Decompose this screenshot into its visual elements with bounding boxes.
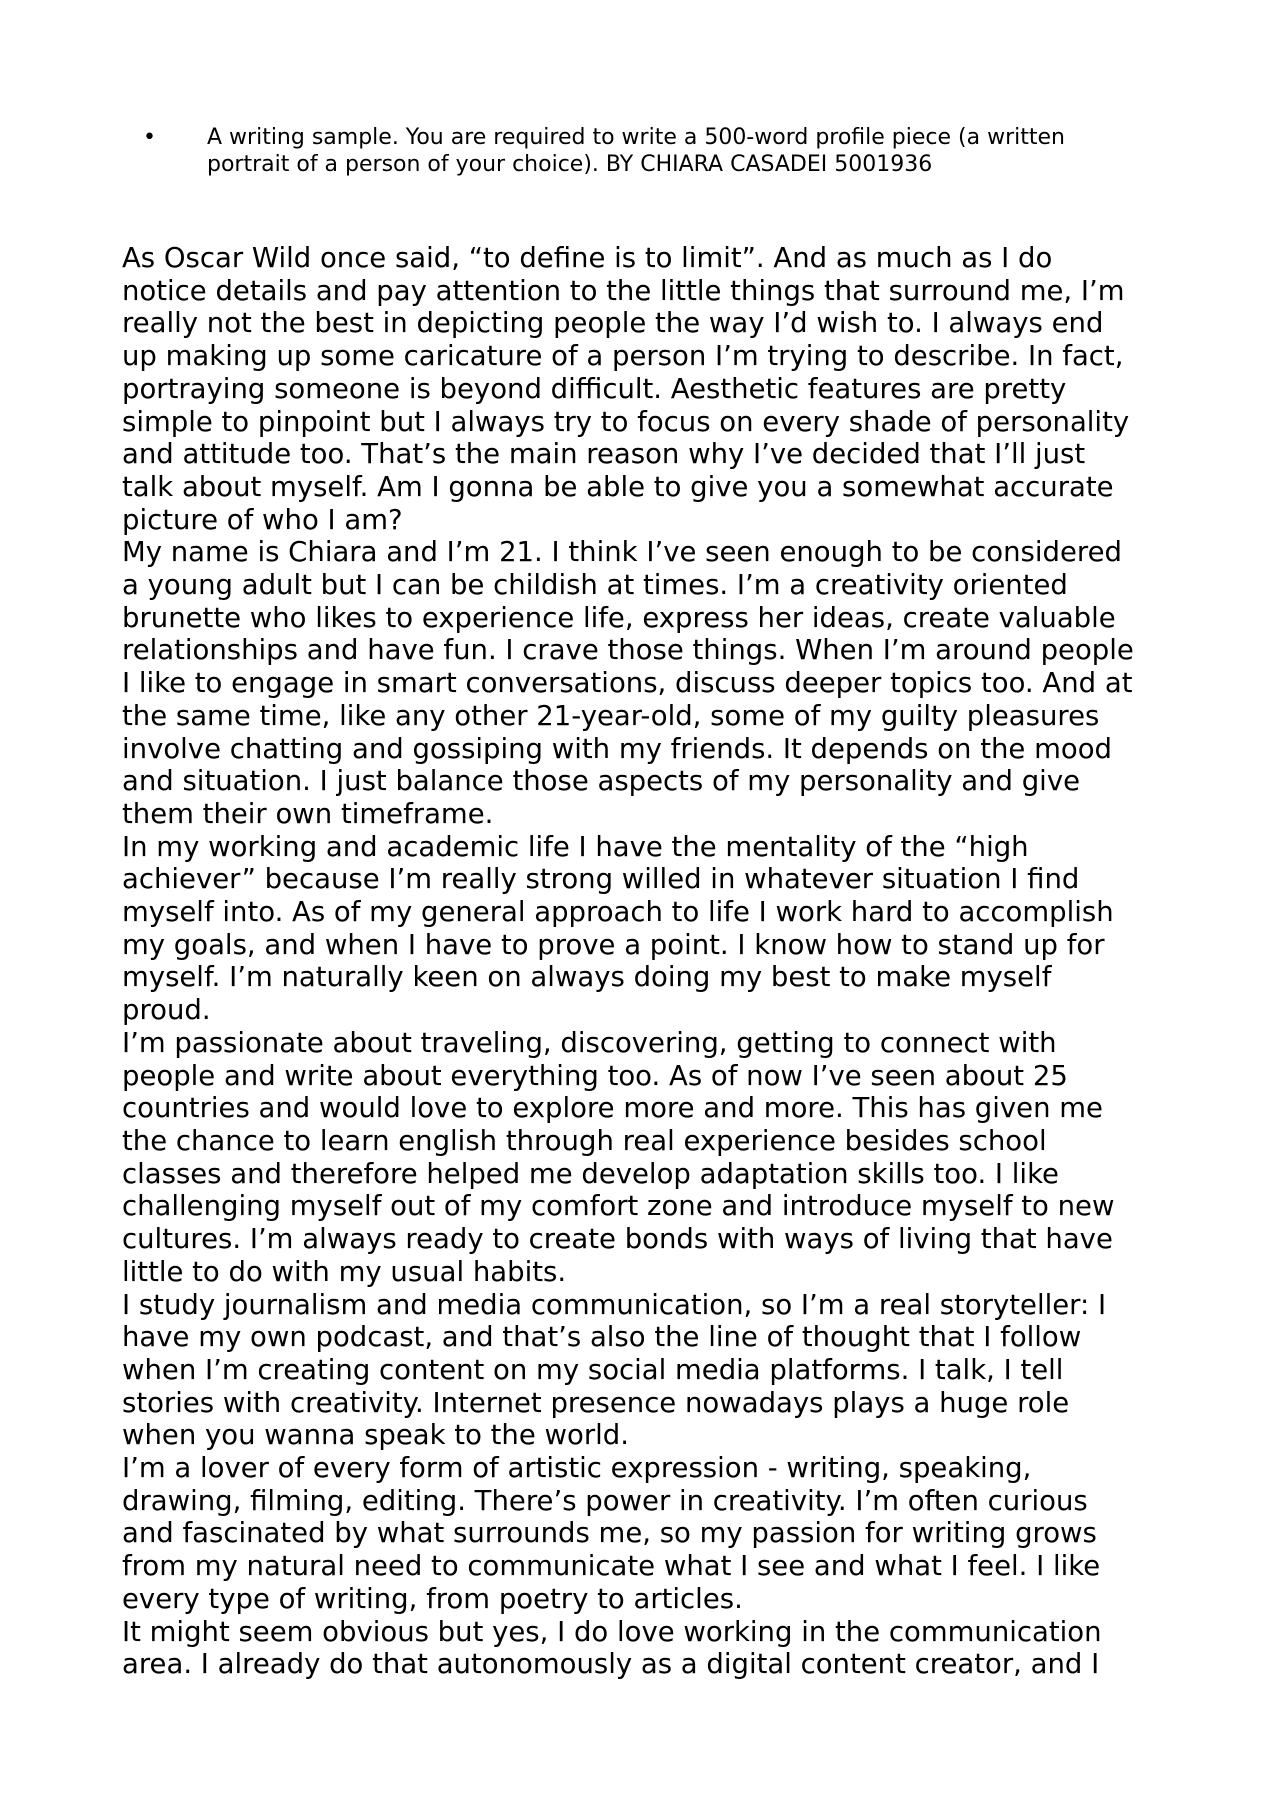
essay-line: It might seem obvious but yes, I do love working in the communication [122,1615,1102,1648]
essay-line: challenging myself out of my comfort zone and introduce myself to new [122,1190,1115,1223]
essay-line: picture of who I am? [122,503,403,536]
essay-line: In my working and academic life I have the mentality of the “high [122,830,1029,863]
essay-line: when I’m creating content on my social media platforms. I talk, I tell [122,1353,1064,1386]
essay-line: drawing, filming, editing. There’s power in creativity. I’m often curious [122,1484,1088,1517]
essay-line: I’m a lover of every form of artistic expression - writing, speaking, [122,1452,1032,1485]
essay-line: classes and therefore helped me develop adaptation skills too. I like [122,1157,1059,1190]
essay-line: talk about myself. Am I gonna be able to give you a somewhat accurate [122,470,1114,503]
essay-line: the same time, like any other 21-year-old, some of my guilty pleasures [122,699,1100,732]
essay-line: My name is Chiara and I’m 21. I think I’ve seen enough to be considered [122,536,1122,569]
essay-line: have my own podcast, and that’s also the line of thought that I follow [122,1321,1082,1354]
essay-line: the chance to learn english through real experience besides school [122,1124,1047,1157]
essay-line: simple to pinpoint but I always try to focus on every shade of personality [122,405,1130,438]
essay-line: up making up some caricature of a person I’m trying to describe. In fact, [122,340,1124,373]
essay-line: relationships and have fun. I crave those things. When I’m around people [122,634,1134,667]
essay-line: a young adult but I can be childish at times. I’m a creativity oriented [122,569,1068,602]
essay-line: I’m passionate about traveling, discovering, getting to connect with [122,1026,1057,1059]
essay-line: little to do with my usual habits. [122,1255,567,1288]
bullet-mark: • [143,125,156,150]
essay-line: when you wanna speak to the world. [122,1419,629,1452]
essay-line: area. I already do that autonomously as a digital content creator, and I [122,1648,1100,1681]
essay-line: and attitude too. That’s the main reason why I’ve decided that I’ll just [122,438,1086,471]
essay-line: myself. I’m naturally keen on always doing my best to make myself [122,961,1052,994]
essay-line: As Oscar Wild once said, “to define is to limit”. And as much as I do [122,242,1053,274]
essay-line: them their own timeframe. [122,797,494,830]
essay-line: achiever” because I’m really strong willed in whatever situation I find [122,863,1080,896]
essay-body [122,242,1182,1681]
essay-line: brunette who likes to experience life, express her ideas, create valuable [122,601,1116,634]
essay-line: I study journalism and media communication, so I’m a real storyteller: I [122,1288,1107,1321]
assignment-bullet [143,124,1153,178]
essay-line: cultures. I’m always ready to create bonds with ways of living that have [122,1223,1113,1256]
essay-line: myself into. As of my general approach to life I work hard to accomplish [122,896,1114,929]
essay-line: involve chatting and gossiping with my friends. It depends on the mood [122,732,1112,765]
essay-line: portraying someone is beyond difficult. Aesthetic features are pretty [122,372,1067,405]
essay-line: notice details and pay attention to the little things that surround me, I’m [122,274,1125,307]
essay-line: people and write about everything too. As of now I’ve seen about 25 [122,1059,1068,1092]
essay-line: proud. [122,994,211,1027]
essay-line: stories with creativity. Internet presence nowadays plays a huge role [122,1386,1070,1419]
assignment-prompt: A writing sample. You are required to write a 500-word profile piece (a written portrait of a person of your choice). BY CHIARA CASADEI 5001936 [207,125,1065,177]
essay-line: from my natural need to communicate what I see and what I feel. I like [122,1550,1101,1583]
essay-line: my goals, and when I have to prove a point. I know how to stand up for [122,928,1105,961]
essay-line: countries and would love to explore more and more. This has given me [122,1092,1103,1125]
essay-line: every type of writing, from poetry to articles. [122,1582,743,1615]
essay-line: and fascinated by what surrounds me, so my passion for writing grows [122,1517,1097,1550]
essay-line: I like to engage in smart conversations, discuss deeper topics too. And at [122,667,1133,700]
essay-line: really not the best in depicting people the way I’d wish to. I always end [122,307,1104,340]
essay-line: and situation. I just balance those aspects of my personality and give [122,765,1081,798]
